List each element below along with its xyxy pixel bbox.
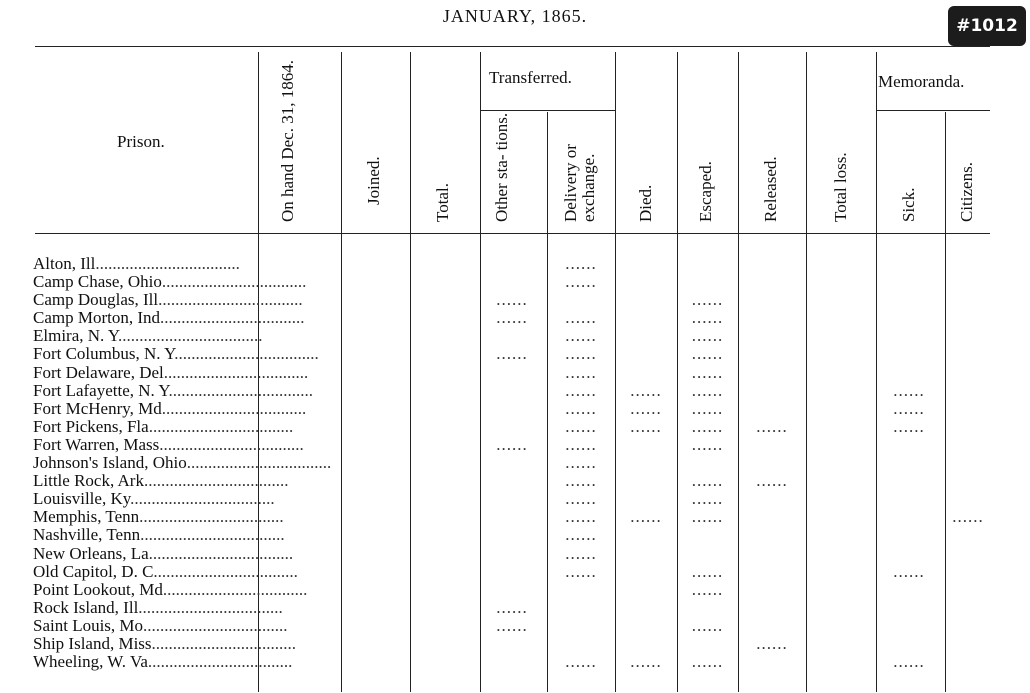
header-delivery [562,112,598,222]
header-citizens: Citizens. [957,162,976,222]
empty-cell-leader: ...... [565,308,597,328]
prison-name-label: Memphis, Tenn [33,507,140,527]
empty-cell-leader: ...... [756,471,788,491]
empty-cell-leader: ...... [691,471,724,491]
empty-cell-leader: ...... [691,326,724,346]
prison-name [33,561,298,581]
leader-dots: .................................. [139,507,284,527]
column-divider [410,52,411,692]
prison-name-label: Louisville, Ky [33,489,131,509]
prison-name-label: Fort Columbus, N. Y [33,344,175,364]
header-total-loss: Total loss. [831,152,850,222]
prison-name [33,398,307,418]
prison-name-label: Saint Louis, Mo [33,615,144,635]
header-other-stations [493,112,511,222]
empty-cell-leader: ...... [691,507,724,527]
empty-cell-leader: ...... [496,615,528,635]
prison-name-label: Fort Warren, Mass [33,434,160,454]
prison-name-label: Old Capitol, D. C [33,561,154,581]
empty-cell-leader: ...... [565,362,597,382]
prison-name-label: Fort Lafayette, N. Y [33,380,169,400]
empty-cell-leader: ...... [952,507,984,527]
leader-dots: .................................. [140,525,285,545]
prison-name [33,326,263,346]
leader-dots: .................................. [143,615,288,635]
header-total: Total. [433,183,452,222]
leader-dots: .................................. [148,416,294,436]
prison-name [33,416,294,436]
prison-name [33,525,285,545]
prison-name-label: Camp Morton, Ind [33,308,161,328]
prison-name-label: Wheeling, W. Va [33,652,148,672]
empty-cell-leader: ...... [565,652,597,672]
header-transferred: Transferred. [489,68,572,87]
prison-name-label: Elmira, N. Y [33,326,118,346]
empty-cell-leader: ...... [691,579,724,599]
empty-cell-leader: ...... [496,308,528,328]
header-on-hand-label: On hand Dec. 31, 1864. [278,60,297,222]
column-divider [547,112,548,692]
empty-cell-leader: ...... [691,615,724,635]
prison-name [33,272,307,292]
page-title: JANUARY, 1865. [442,6,588,26]
leader-dots: .................................. [159,434,304,454]
empty-cell-leader: ...... [630,416,662,436]
empty-cell-leader: ...... [565,543,597,563]
leader-dots: .................................. [168,380,313,400]
empty-cell-leader: ...... [565,326,597,346]
empty-cell-leader: ...... [565,453,597,473]
empty-cell-leader: ...... [893,416,925,436]
column-divider [945,112,946,692]
column-divider [876,52,877,692]
prison-name-label: Nashville, Tenn [33,525,141,545]
prison-name [33,344,319,364]
prison-name [33,308,305,328]
leader-dots: .................................. [118,326,263,346]
prison-name [33,290,303,310]
leader-dots: .................................. [158,290,303,310]
column-divider [806,52,807,692]
empty-cell-leader: ...... [756,416,788,436]
prison-name [33,471,289,491]
header-memoranda: Memoranda. [878,72,965,91]
empty-cell-leader: ...... [565,525,597,545]
prison-name [33,362,309,382]
table-top-rule [35,46,990,47]
prison-name-label: Camp Douglas, Ill [33,290,159,310]
column-divider [615,52,616,692]
prison-name [33,652,293,672]
transferred-rule [480,110,615,111]
header-other-stations-label: Other sta- tions. [492,112,511,222]
empty-cell-leader: ...... [565,344,597,364]
header-delivery-label: Delivery or exchange. [561,144,598,222]
empty-cell-leader: ...... [565,416,597,436]
column-divider [677,52,678,692]
header-prison: Prison. [117,132,165,151]
prison-name-label: Fort McHenry, Md [33,398,162,418]
empty-cell-leader: ...... [893,652,925,672]
prison-name-label: Camp Chase, Ohio [33,272,162,292]
leader-dots: .................................. [138,597,283,617]
prison-name [33,489,275,509]
leader-dots: .................................. [153,561,298,581]
empty-cell-leader: ...... [691,290,724,310]
empty-cell-leader: ...... [630,380,662,400]
prison-name-label: New Orleans, La [33,543,149,563]
prison-name [33,543,294,563]
leader-dots: .................................. [147,652,293,672]
empty-cell-leader: ...... [565,489,597,509]
empty-cell-leader: ...... [565,272,597,292]
header-joined: Joined. [364,156,383,205]
leader-dots: .................................. [161,398,307,418]
header-sick: Sick. [899,187,918,222]
leader-dots: .................................. [160,308,305,328]
empty-cell-leader: ...... [496,290,528,310]
column-divider [341,52,342,692]
empty-cell-leader: ...... [630,652,662,672]
empty-cell-leader: ...... [691,416,724,436]
leader-dots: .................................. [143,471,289,491]
empty-cell-leader: ...... [565,507,597,527]
leader-dots: .................................. [186,453,332,473]
empty-cell-leader: ...... [565,398,597,418]
empty-cell-leader: ...... [691,344,724,364]
header-died: Died. [636,184,655,222]
empty-cell-leader: ...... [893,380,925,400]
leader-dots: .................................. [130,489,275,509]
leader-dots: .................................. [151,633,297,653]
leader-dots: .................................. [163,362,309,382]
empty-cell-leader: ...... [691,380,724,400]
header-on-hand [279,52,297,222]
empty-cell-leader: ...... [691,652,724,672]
empty-cell-leader: ...... [691,489,724,509]
prison-name [33,507,284,527]
prison-name [33,453,332,473]
empty-cell-leader: ...... [496,434,528,454]
prison-name-label: Little Rock, Ark [33,471,144,491]
prison-name [33,380,313,400]
empty-cell-leader: ...... [893,561,925,581]
column-divider [480,52,481,692]
header-bottom-rule [35,233,990,234]
empty-cell-leader: ...... [691,308,724,328]
prison-name-label: Rock Island, Ill [33,597,139,617]
empty-cell-leader: ...... [630,398,662,418]
prison-name-label: Alton, Ill [33,254,96,273]
page-number-badge: #1012 [948,6,1026,46]
leader-dots: .................................. [148,543,294,563]
empty-cell-leader: ...... [630,507,662,527]
empty-cell-leader: ...... [565,254,597,273]
empty-cell-leader: ...... [565,471,597,491]
prison-name [33,434,304,454]
empty-cell-leader: ...... [496,597,528,617]
prison-name-label: Fort Pickens, Fla [33,416,149,436]
prison-name [33,579,308,599]
leader-dots: .................................. [95,254,240,273]
empty-cell-leader: ...... [565,380,597,400]
prison-name-label: Point Lookout, Md [33,579,163,599]
prison-name [33,615,288,635]
prison-name-label: Johnson's Island, Ohio [33,453,187,473]
header-released: Released. [761,156,780,222]
prison-name-label: Fort Delaware, Del [33,362,164,382]
empty-cell-leader: ...... [565,561,597,581]
empty-cell-leader: ...... [565,434,597,454]
empty-cell-leader: ...... [691,434,724,454]
empty-cell-leader: ...... [893,398,925,418]
prison-name [33,255,258,273]
leader-dots: .................................. [162,579,308,599]
prison-name-label: Ship Island, Miss [33,633,152,653]
prison-name [33,633,297,653]
header-escaped: Escaped. [696,161,715,222]
leader-dots: .................................. [161,272,307,292]
empty-cell-leader: ...... [691,561,724,581]
empty-cell-leader: ...... [691,362,724,382]
empty-cell-leader: ...... [496,344,528,364]
leader-dots: .................................. [174,344,319,364]
empty-cell-leader: ...... [756,633,788,653]
prison-name [33,597,283,617]
empty-cell-leader: ...... [691,398,724,418]
memoranda-rule [876,110,990,111]
column-divider [738,52,739,692]
